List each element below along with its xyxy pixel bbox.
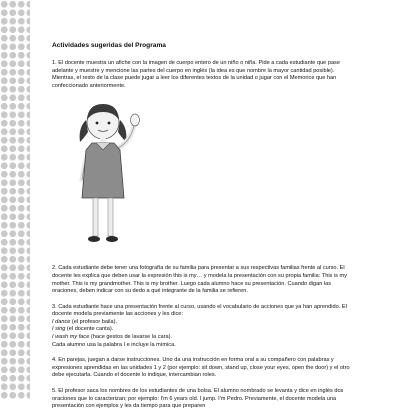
activity-3-line-3-en: I wash my face: [52, 334, 90, 341]
activity-3-line-2-es: (el docente canta).: [65, 326, 114, 333]
activity-4: 4. En parejas, juegan a darse instrucciones. Uno da una instrucción en forma oral a su compañero con palabras y expresiones aprendidas en las unidades 1 y 2 (por ejemplo: sit down, stand up, close your eyes, open the door) y el otro debe ejecutarla. Cuando el docente lo indique, intercambian roles.: [52, 357, 350, 379]
activity-3-line-2-en: I sing: [52, 326, 66, 333]
girl-waving-illustration: [64, 98, 159, 251]
activity-3: [52, 304, 352, 350]
activity-5: 5. El profesor saca los nombres de los estudiantes de una bolsa. El alumno nombrado se levanta y dice en inglés dos oraciones que lo caracterizan; por ejemplo: I'm 6 years old. I jump. I'm Pedro. Previamente, el docente modela una presentación con ejemplos y les da tiempo para que preparen: [52, 388, 344, 410]
activity-3-line-1-en: I dance: [52, 318, 71, 325]
activity-3-end: Cada alumno usa la palabra I e incluye la mímica.: [52, 341, 176, 348]
section-heading: Actividades sugeridas del Programa: [52, 42, 166, 49]
activity-3-line-3-es: (hace gestos de lavarse la cara).: [89, 334, 173, 341]
activity-3-intro: 3. Cada estudiante hace una presentación frente al curso, usando el vocabulario de acciones que ya han aprendido. El docente modela previamente las acciones y les dice:: [52, 303, 347, 318]
dotted-border: [0, 0, 30, 400]
document-page: [52, 42, 352, 419]
activity-2: 2. Cada estudiante debe tener una fotografía de su familia para presentar a sus respectivas familias frente al curso. El docente les explica que deben usar la expresión this is my… y modela la presentación con su propia familia: This is my mother. This is my grandmother. This is my brother. Luego cada alumno hace su presentación. Cuando digan las oraciones, deben indicar con su dedo a qué integrante de la familia se refieren.: [52, 265, 347, 295]
activity-1: 1. El docente muestra un afiche con la imagen de cuerpo entero de un niño o niña. Pide a cada estudiante que pase adelante y muestre y mencione las partes del cuerpo en inglés (la idea es que nombre la mayor cantidad posible). Mientras, el resto de la clase puede jugar a leer los diferentes textos de la unidad o jugar con el Memorice que han confeccionado anteriormente.: [52, 59, 340, 89]
activity-3-line-1-es: (el profesor baila).: [70, 318, 117, 325]
